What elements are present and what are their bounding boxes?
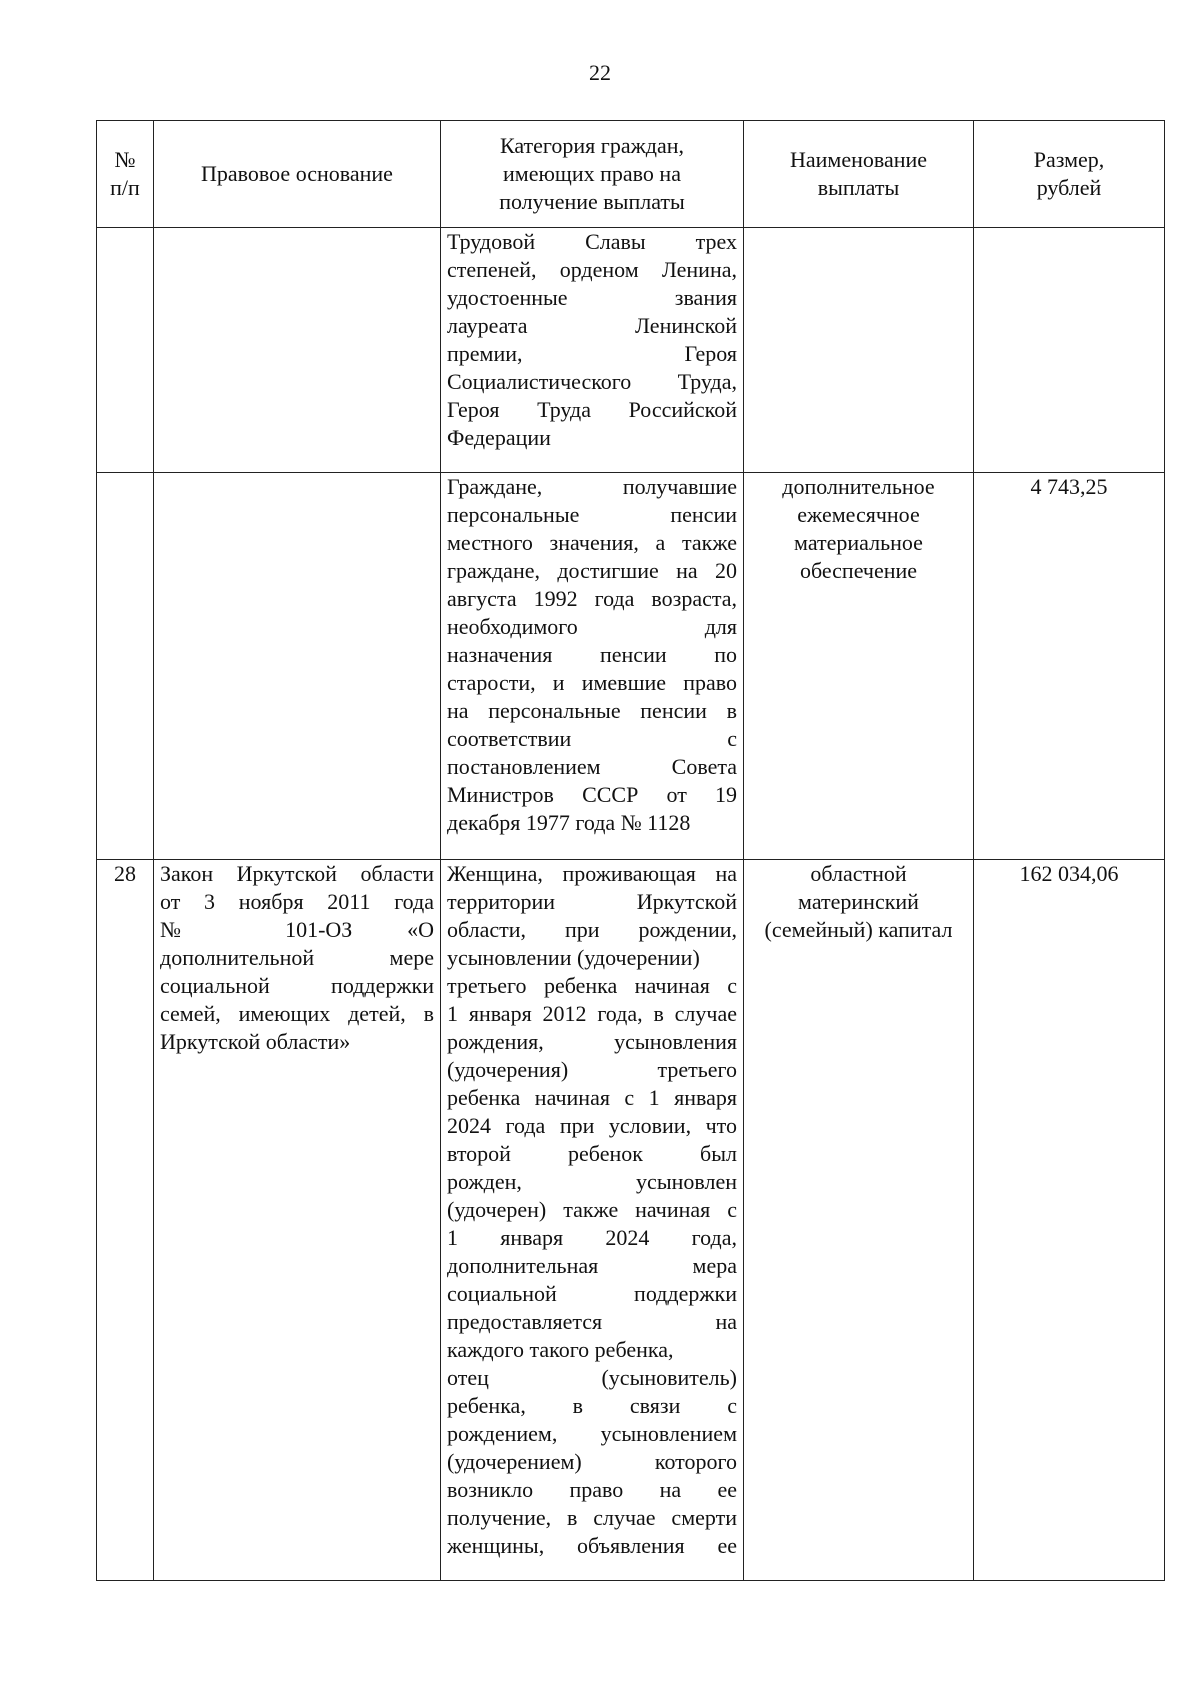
legal-basis-line: социальной поддержки <box>160 973 434 998</box>
category-line: третьего ребенка начиная с <box>447 973 737 998</box>
category-line: получение, в случае смерти <box>447 1505 737 1530</box>
cell-amount: 4 743,25 <box>974 473 1165 860</box>
cell-category <box>441 228 744 473</box>
page-number: 22 <box>589 60 611 85</box>
payment-name-line: обеспечение <box>799 558 918 583</box>
category-line: декабря 1977 года № 1128 <box>447 810 691 835</box>
legal-basis-line: № 101-ОЗ «О <box>160 917 434 942</box>
legal-basis-line: Закон Иркутской области <box>160 861 434 886</box>
category-line: социальной поддержки <box>447 1281 737 1306</box>
category-line: (удочерением) которого <box>447 1449 737 1474</box>
category-line: рождения, усыновления <box>447 1029 737 1054</box>
cell-amount <box>974 228 1165 473</box>
legal-basis-line: Иркутской области» <box>160 1029 351 1054</box>
table-row <box>97 860 1165 1581</box>
cell-category <box>441 473 744 860</box>
header-category-line: получение выплаты <box>499 189 685 214</box>
header-amount <box>974 121 1165 228</box>
header-legal-basis <box>154 121 441 228</box>
header-num-line: № <box>114 147 136 172</box>
cell-num <box>97 228 154 473</box>
header-amount-line: Размер, <box>1033 147 1105 172</box>
cell-legal-basis <box>154 473 441 860</box>
category-line: территории Иркутской <box>447 889 737 914</box>
legal-basis-line: семей, имеющих детей, в <box>160 1001 434 1026</box>
category-line: Женщина, проживающая на <box>447 861 737 886</box>
category-line: 2024 года при условии, что <box>447 1113 737 1138</box>
category-line: необходимого для <box>447 614 737 639</box>
category-line: ребенка, в связи с <box>447 1393 737 1418</box>
header-amount-line: рублей <box>1036 175 1102 200</box>
category-line: рожден, усыновлен <box>447 1169 737 1194</box>
table-header-row <box>97 121 1165 228</box>
cell-amount: 162 034,06 <box>974 860 1165 1581</box>
payment-name-line: материнский <box>798 889 919 914</box>
category-line: 1 января 2012 года, в случае <box>447 1001 737 1026</box>
cell-payment-name <box>744 228 974 473</box>
category-line: Социалистического Труда, <box>447 369 737 394</box>
header-category-line: имеющих право на <box>503 161 681 186</box>
cell-payment-name <box>744 860 974 1581</box>
category-line: рождением, усыновлением <box>447 1421 737 1446</box>
category-line: удостоенные звания <box>447 285 737 310</box>
category-line: (удочерения) третьего <box>447 1057 737 1082</box>
payment-name-line: ежемесячное <box>797 502 920 527</box>
category-line: лауреата Ленинской <box>447 313 737 338</box>
category-line: дополнительная мера <box>447 1253 737 1278</box>
category-line: местного значения, а также <box>447 530 737 555</box>
payment-name-line: (семейный) капитал <box>764 917 953 942</box>
cell-legal-basis <box>154 860 441 1581</box>
category-line: отец (усыновитель) <box>447 1365 737 1390</box>
cell-num <box>97 473 154 860</box>
header-num <box>97 121 154 228</box>
payment-name-line: материальное <box>794 530 923 555</box>
category-line: на персональные пенсии в <box>447 698 737 723</box>
category-line: ребенка начиная с 1 января <box>447 1085 737 1110</box>
category-line: премии, Героя <box>447 341 737 366</box>
header-num-line: п/п <box>110 175 140 200</box>
header-category <box>441 121 744 228</box>
category-line: степеней, орденом Ленина, <box>447 257 737 282</box>
category-line: персональные пенсии <box>447 502 737 527</box>
category-line: постановлением Совета <box>447 754 737 779</box>
category-line: назначения пенсии по <box>447 642 737 667</box>
category-line: граждане, достигшие на 20 <box>447 558 737 583</box>
category-line: соответствии с <box>447 726 737 751</box>
category-line: Героя Труда Российской <box>447 397 737 422</box>
category-line: области, при рождении, <box>447 917 737 942</box>
header-payment-name-line: Наименование <box>789 147 928 172</box>
category-line: усыновлении (удочерении) <box>447 945 700 970</box>
cell-category <box>441 860 744 1581</box>
category-line: Министров СССР от 19 <box>447 782 737 807</box>
category-line: Федерации <box>447 425 551 450</box>
category-line: Трудовой Славы трех <box>447 229 737 254</box>
header-category-line: Категория граждан, <box>499 133 685 158</box>
category-line: (удочерен) также начиная с <box>447 1197 737 1222</box>
category-line: возникло право на ее <box>447 1477 737 1502</box>
category-line: предоставляется на <box>447 1309 737 1334</box>
category-line: Граждане, получавшие <box>447 474 737 499</box>
cell-payment-name <box>744 473 974 860</box>
header-payment-name-line: выплаты <box>817 175 900 200</box>
payment-name-line: дополнительное <box>782 474 935 499</box>
cell-num: 28 <box>97 860 154 1581</box>
category-line: второй ребенок был <box>447 1141 737 1166</box>
payment-name-line: областной <box>810 861 907 886</box>
header-payment-name <box>744 121 974 228</box>
legal-basis-line: от 3 ноября 2011 года <box>160 889 434 914</box>
category-line: 1 января 2024 года, <box>447 1225 737 1250</box>
cell-legal-basis <box>154 228 441 473</box>
category-line: каждого такого ребенка, <box>447 1337 674 1362</box>
table-row <box>97 228 1165 473</box>
header-legal-basis-label: Правовое основание <box>201 161 393 186</box>
table-row <box>97 473 1165 860</box>
legal-basis-line: дополнительной мере <box>160 945 434 970</box>
benefits-table <box>96 120 1165 1581</box>
category-line: старости, и имевшие право <box>447 670 737 695</box>
category-line: женщины, объявления ее <box>447 1533 737 1558</box>
category-line: августа 1992 года возраста, <box>447 586 737 611</box>
